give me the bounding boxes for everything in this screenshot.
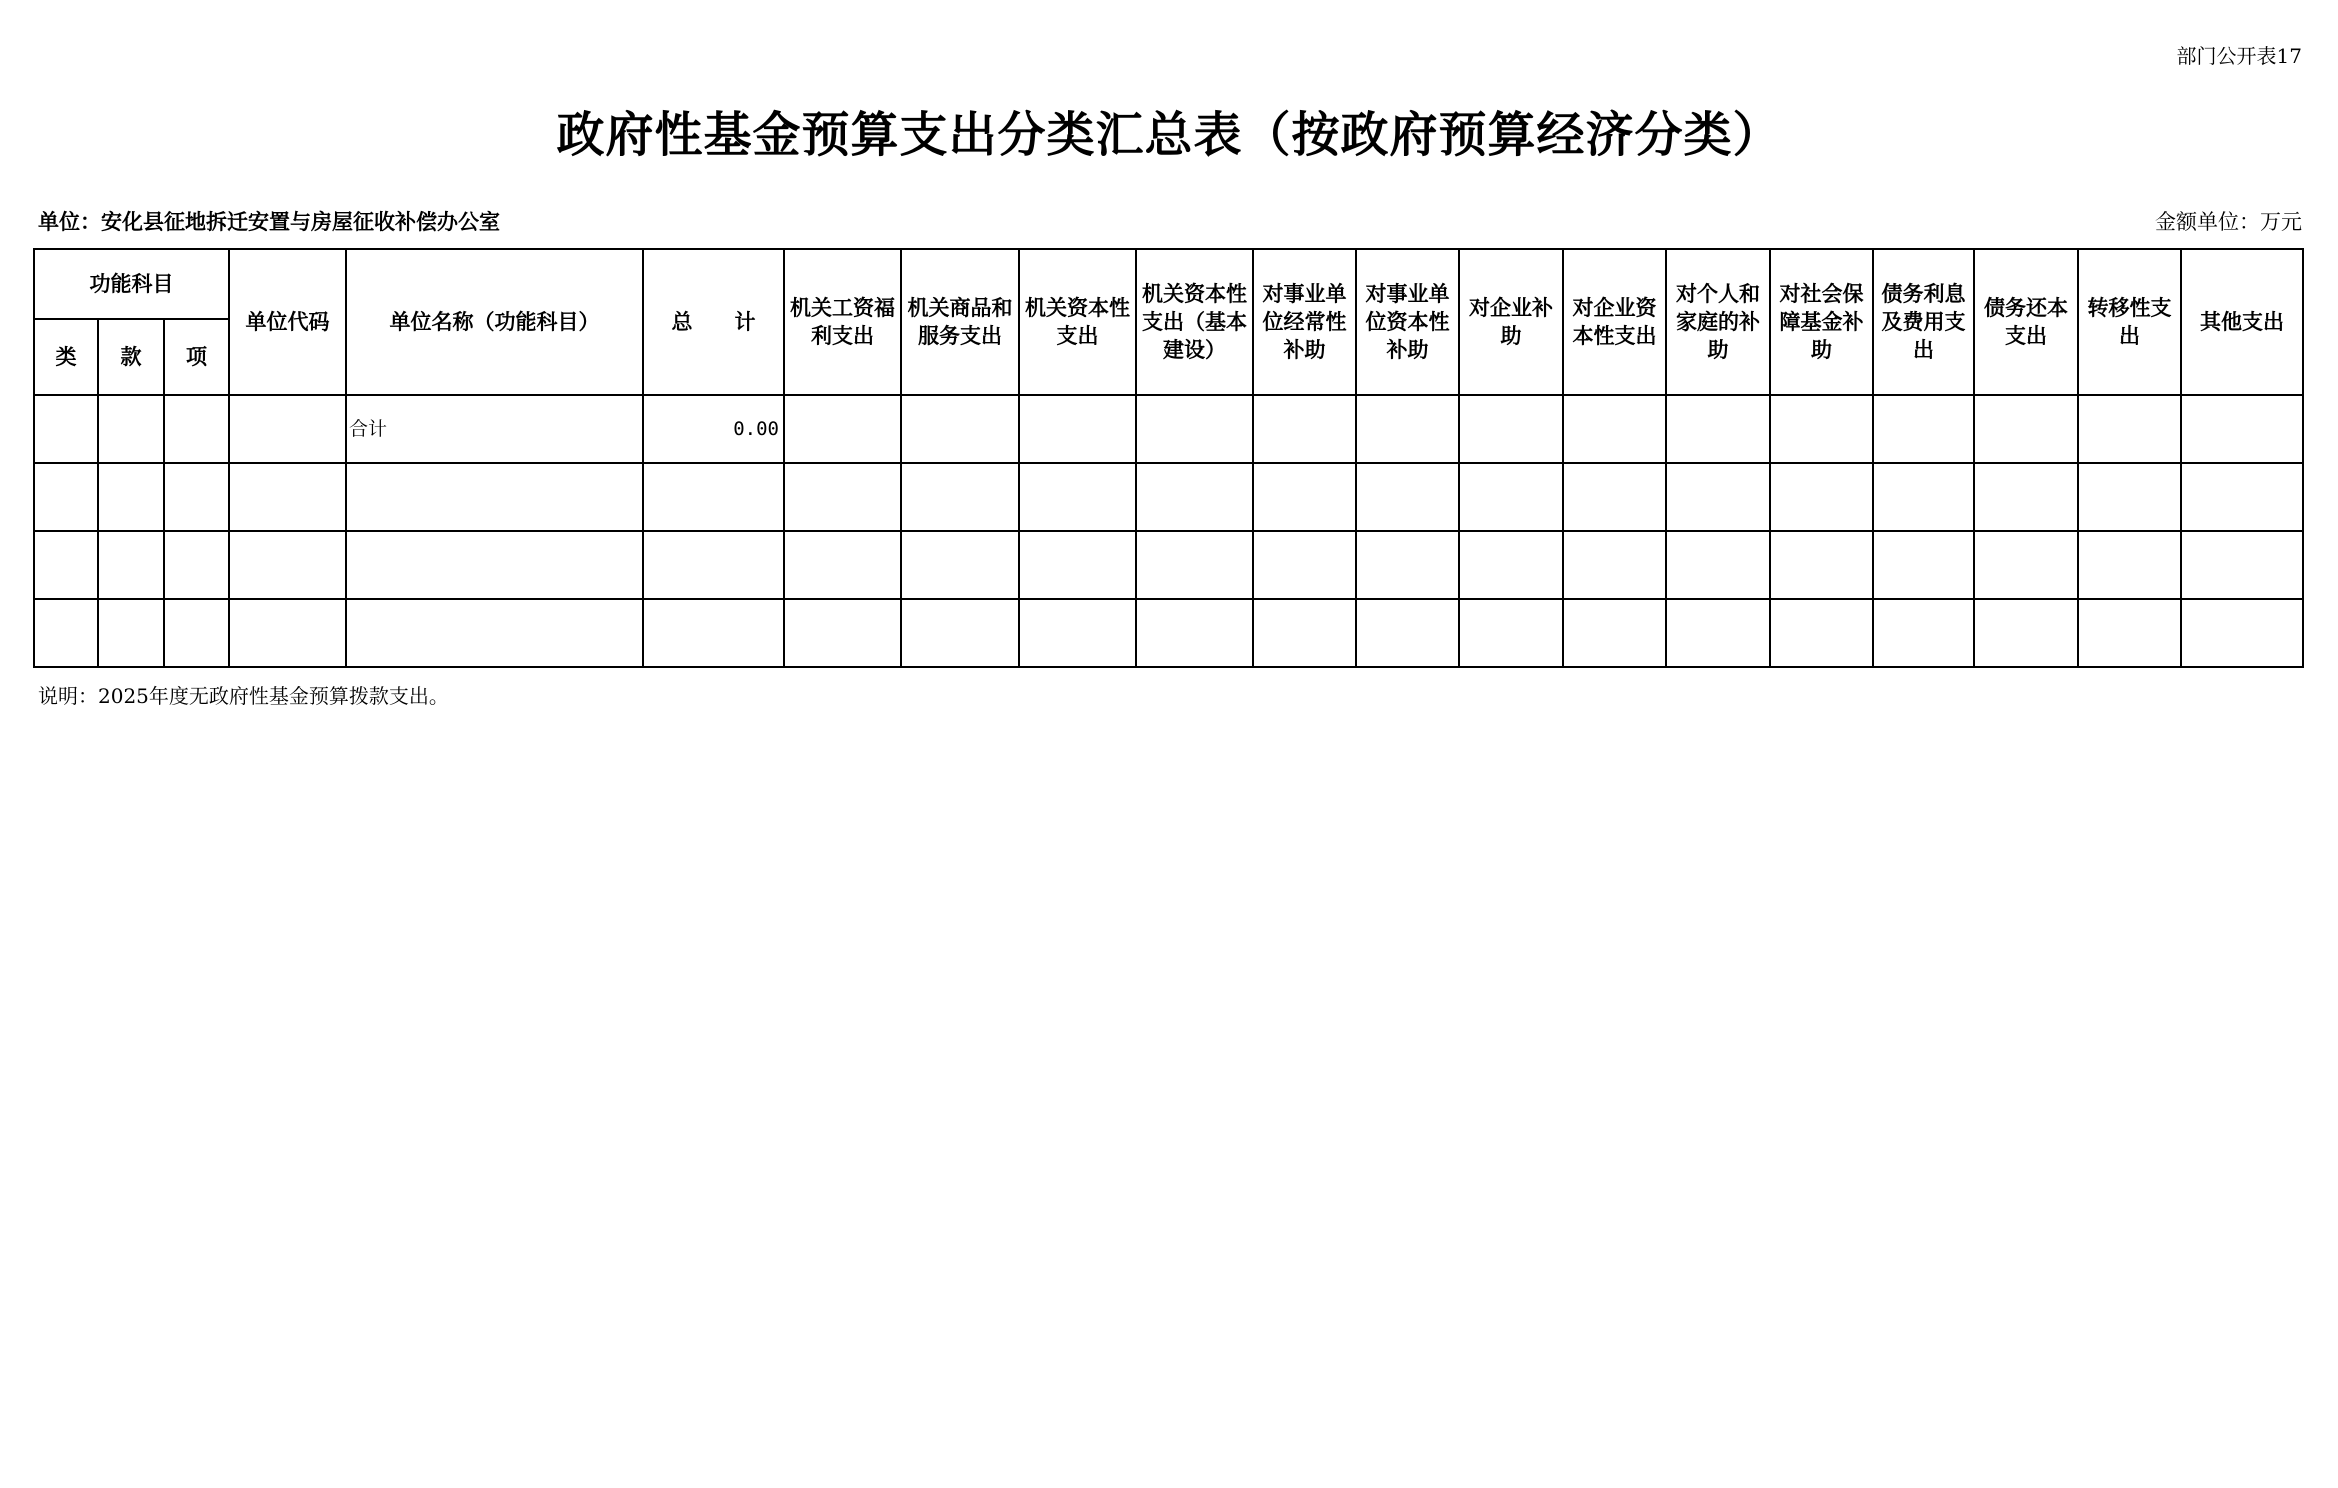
table-cell: [1019, 395, 1136, 463]
table-cell: [1666, 395, 1770, 463]
table-cell: [1563, 599, 1666, 667]
table-cell: [2181, 599, 2303, 667]
table-cell: [2181, 463, 2303, 531]
table-cell: [2181, 395, 2303, 463]
table-cell: [1253, 463, 1356, 531]
unit-name-label: 单位：安化县征地拆迁安置与房屋征收补偿办公室: [38, 210, 500, 234]
table-cell: [643, 463, 784, 531]
table-cell: [98, 531, 164, 599]
table-cell: [1459, 463, 1563, 531]
table-cell: [1873, 395, 1974, 463]
col-goods-services: 机关商品和服务支出: [901, 249, 1019, 395]
col-enterprise-capital: 对企业资本性支出: [1563, 249, 1666, 395]
col-capital: 机关资本性支出: [1019, 249, 1136, 395]
table-cell: [2181, 531, 2303, 599]
col-other: 其他支出: [2181, 249, 2303, 395]
table-cell: [164, 395, 229, 463]
col-class: 类: [34, 319, 98, 395]
table-cell: [784, 599, 901, 667]
table-cell: [1136, 531, 1253, 599]
table-cell: [1356, 599, 1459, 667]
table-cell: [98, 463, 164, 531]
table-cell: [1974, 531, 2078, 599]
table-row: [34, 531, 2303, 599]
table-cell: [2078, 463, 2181, 531]
page-title: 政府性基金预算支出分类汇总表（按政府预算经济分类）: [556, 107, 1782, 163]
table-cell: [229, 463, 346, 531]
table-cell: [1356, 531, 1459, 599]
table-cell: [229, 531, 346, 599]
form-code: 部门公开表17: [2176, 44, 2302, 68]
table-cell: [229, 599, 346, 667]
table-cell: [1770, 599, 1873, 667]
table-cell: [98, 395, 164, 463]
col-enterprise-subsidy: 对企业补助: [1459, 249, 1563, 395]
table-cell: [1873, 531, 1974, 599]
col-total: 总 计: [643, 249, 784, 395]
table-cell: [1459, 395, 1563, 463]
table-cell: [1666, 599, 1770, 667]
table-cell: [784, 463, 901, 531]
table-cell: [1974, 599, 2078, 667]
total-label-cell: 合计: [346, 395, 643, 463]
table-cell: [346, 599, 643, 667]
col-unit-name: 单位名称（功能科目）: [346, 249, 643, 395]
table-cell: [2078, 531, 2181, 599]
table-cell: [1563, 463, 1666, 531]
col-debt-interest: 债务利息及费用支出: [1873, 249, 1974, 395]
table-cell: [784, 395, 901, 463]
table-cell: [1770, 463, 1873, 531]
table-cell: [1873, 599, 1974, 667]
col-unit-code: 单位代码: [229, 249, 346, 395]
table-cell: [901, 531, 1019, 599]
table-cell: [346, 531, 643, 599]
table-cell: [1873, 463, 1974, 531]
col-transfer: 转移性支出: [2078, 249, 2181, 395]
table-cell: [1019, 531, 1136, 599]
table-cell: [1770, 395, 1873, 463]
table-cell: [1136, 395, 1253, 463]
amount-unit-label: 金额单位：万元: [2155, 210, 2302, 234]
table-row: [34, 463, 2303, 531]
table-cell: [643, 599, 784, 667]
col-capital-construction: 机关资本性支出（基本建设）: [1136, 249, 1253, 395]
col-debt-principal: 债务还本支出: [1974, 249, 2078, 395]
table-cell: [164, 463, 229, 531]
header-row-1: [34, 249, 2303, 319]
table-cell: [1253, 531, 1356, 599]
table-row: [34, 599, 2303, 667]
table-cell: [34, 531, 98, 599]
table-cell: [1563, 531, 1666, 599]
func-subject-header: 功能科目: [34, 249, 229, 319]
col-public-inst-capital: 对事业单位资本性补助: [1356, 249, 1459, 395]
table-cell: [1770, 531, 1873, 599]
table-cell: [1019, 463, 1136, 531]
col-salary-welfare: 机关工资福利支出: [784, 249, 901, 395]
table-cell: [98, 599, 164, 667]
table-cell: [1019, 599, 1136, 667]
table-cell: [346, 463, 643, 531]
table-cell: [1666, 531, 1770, 599]
table-body: [34, 395, 2303, 667]
total-amount-cell: 0.00: [643, 395, 784, 463]
table-cell: [1136, 463, 1253, 531]
table-cell: [1974, 395, 2078, 463]
col-section: 款: [98, 319, 164, 395]
table-row-total: [34, 395, 2303, 463]
table-cell: [34, 599, 98, 667]
col-item: 项: [164, 319, 229, 395]
table-cell: [1459, 599, 1563, 667]
table-cell: [2078, 395, 2181, 463]
footnote: 说明：2025年度无政府性基金预算拨款支出。: [38, 684, 449, 708]
table-cell: [1459, 531, 1563, 599]
table-cell: [34, 463, 98, 531]
table-cell: [229, 395, 346, 463]
table-cell: [1563, 395, 1666, 463]
table-cell: [901, 463, 1019, 531]
table-cell: [164, 599, 229, 667]
table-cell: [1136, 599, 1253, 667]
table-cell: [1356, 463, 1459, 531]
table-cell: [901, 395, 1019, 463]
table-cell: [164, 531, 229, 599]
table-cell: [2078, 599, 2181, 667]
expenditure-table: [33, 248, 2304, 668]
table-cell: [784, 531, 901, 599]
table-cell: [643, 531, 784, 599]
table-cell: [34, 395, 98, 463]
table-cell: [1253, 599, 1356, 667]
col-public-inst-regular: 对事业单位经常性补助: [1253, 249, 1356, 395]
col-household-subsidy: 对个人和家庭的补助: [1666, 249, 1770, 395]
col-social-security-fund: 对社会保障基金补助: [1770, 249, 1873, 395]
table-cell: [1356, 395, 1459, 463]
table-cell: [901, 599, 1019, 667]
table-cell: [1253, 395, 1356, 463]
table-cell: [1974, 463, 2078, 531]
table-cell: [1666, 463, 1770, 531]
